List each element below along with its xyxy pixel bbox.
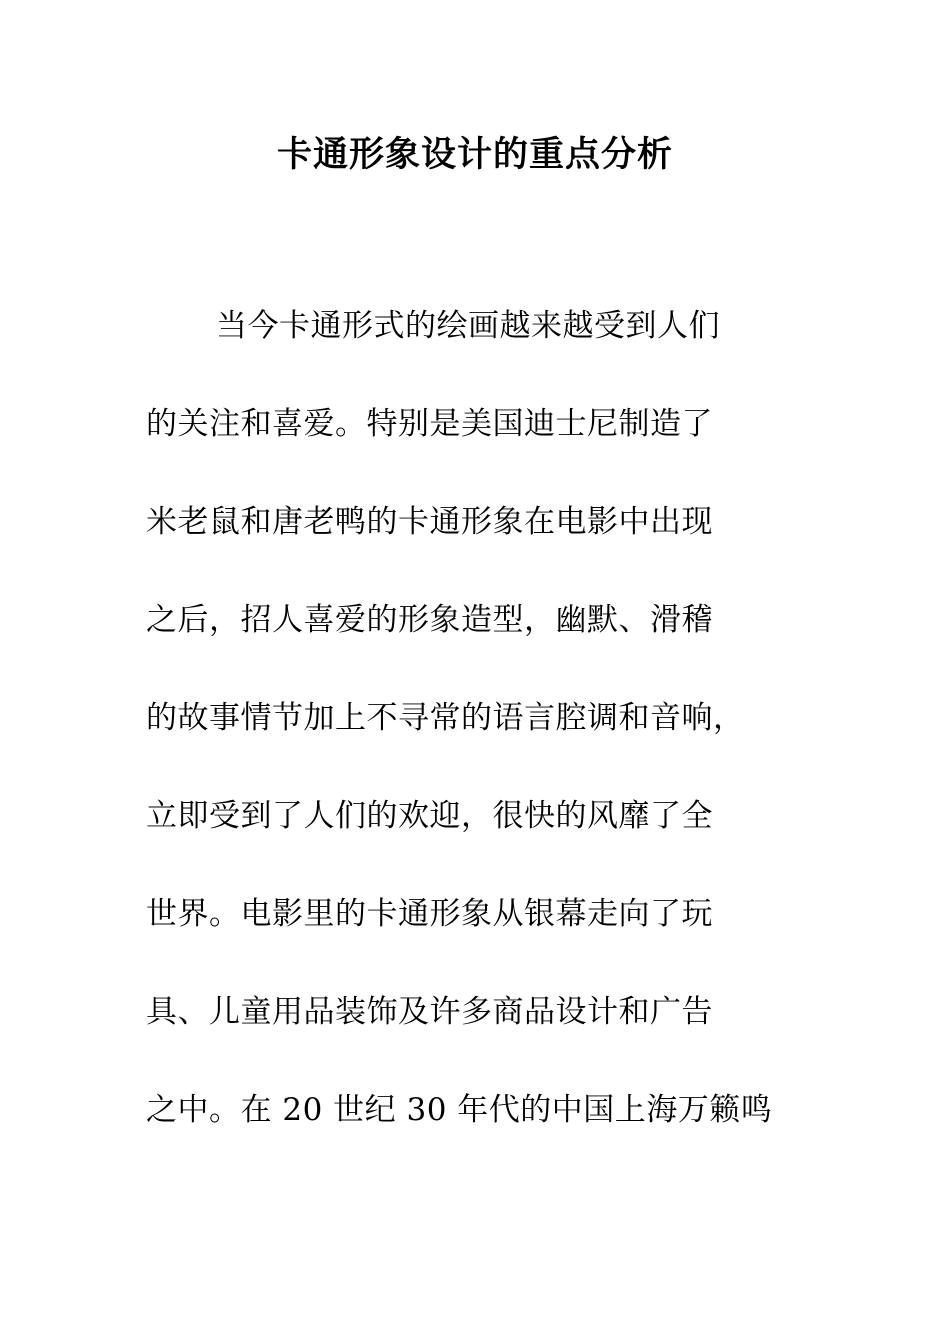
paragraph-line: 世界。电影里的卡通形象从银幕走向了玩 [146, 896, 713, 932]
paragraph-line: 之后，招人喜爱的形象造型，幽默、滑稽 [146, 602, 713, 638]
paragraph-line: 之中。在 20 世纪 30 年代的中国上海万籁鸣 [146, 1092, 773, 1128]
paragraph-line: 立即受到了人们的欢迎，很快的风靡了全 [146, 798, 713, 834]
document-title: 卡通形象设计的重点分析 [276, 134, 673, 175]
paragraph-line: 具、儿童用品装饰及许多商品设计和广告 [146, 994, 713, 1030]
paragraph-line: 米老鼠和唐老鸭的卡通形象在电影中出现 [146, 504, 713, 540]
paragraph-line: 的故事情节加上不寻常的语言腔调和音响， [146, 700, 745, 736]
document-body [146, 300, 826, 1182]
paragraph-line: 当今卡通形式的绘画越来越受到人们 [216, 308, 720, 344]
paragraph-line: 的关注和喜爱。特别是美国迪士尼制造了 [146, 406, 713, 442]
